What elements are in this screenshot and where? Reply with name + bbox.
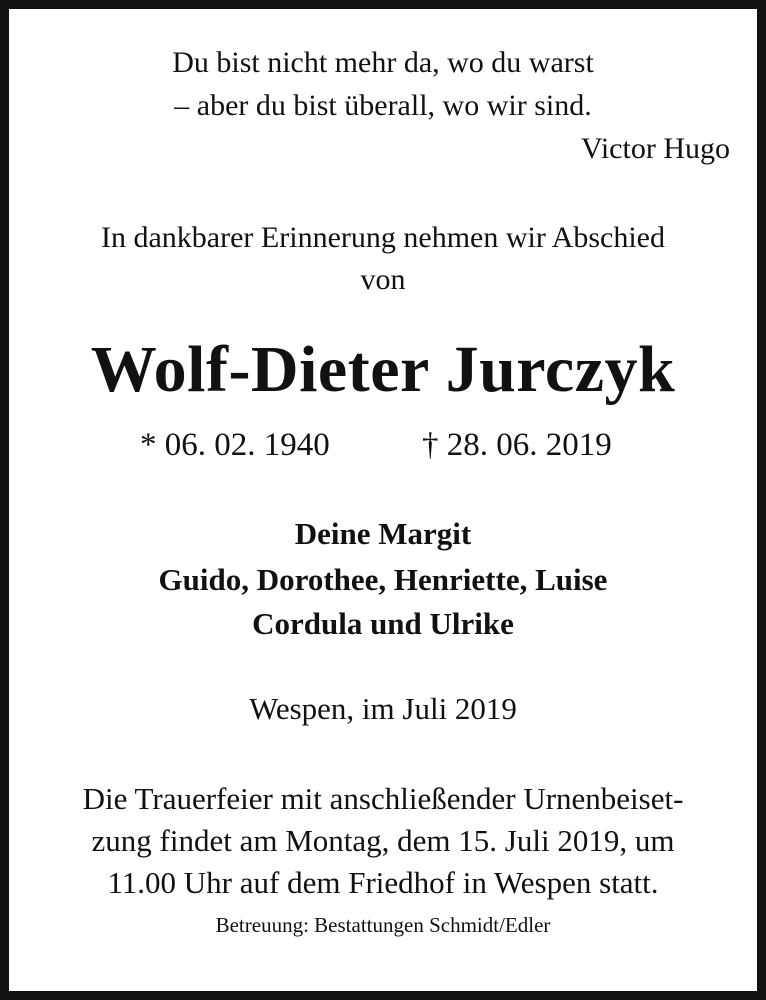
intro-line-1: In dankbarer Erinnerung nehmen wir Abschied [101, 221, 665, 254]
funeral-home-credit: Betreuung: Bestattungen Schmidt/Edler [215, 913, 551, 937]
death-date: † 28. 06. 2019 [422, 427, 612, 463]
quote-author: Victor Hugo [580, 132, 730, 165]
quote-line-1: Du bist nicht mehr da, wo du warst [172, 46, 594, 79]
birth-date: * 06. 02. 1940 [140, 427, 330, 463]
mourners-line-3: Cordula und Ulrike [252, 606, 514, 641]
service-line-1: Die Trauerfeier mit anschließender Urnenbeiset- [82, 781, 684, 816]
intro-line-2: von [360, 263, 406, 296]
place-date: Wespen, im Juli 2019 [249, 691, 517, 726]
service-line-2: zung findet am Montag, dem 15. Juli 2019, um [91, 823, 675, 858]
mourners-line-2: Guido, Dorothee, Henriette, Luise [158, 562, 608, 597]
quote-line-2: – aber du bist überall, wo wir sind. [174, 89, 592, 122]
service-line-3: 11.00 Uhr auf dem Friedhof in Wespen statt. [107, 865, 659, 900]
deceased-name: Wolf-Dieter Jurczyk [90, 333, 676, 406]
mourners-line-1: Deine Margit [294, 516, 472, 551]
